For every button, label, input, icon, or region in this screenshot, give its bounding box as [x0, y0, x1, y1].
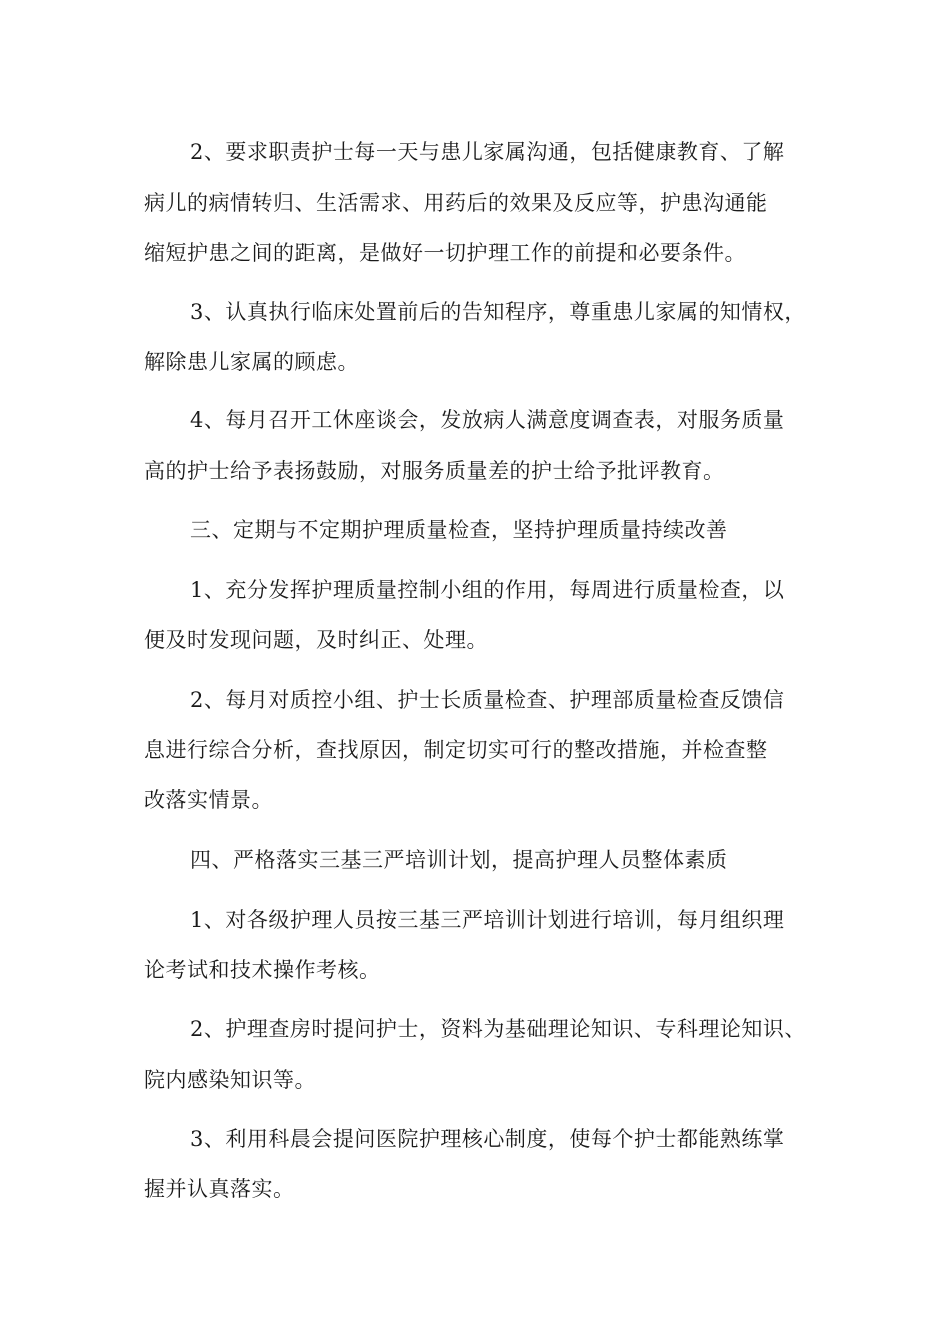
- text-line: 缩短护患之间的距离，是做好一切护理工作的前提和必要条件。: [144, 241, 746, 265]
- text-line: 3、利用科晨会提问医院护理核心制度，使每个护士都能熟练掌: [190, 1127, 785, 1151]
- text-line: 解除患儿家属的顾虑。: [144, 350, 359, 374]
- text-line: 1、充分发挥护理质量控制小组的作用，每周进行质量检查，以: [190, 578, 785, 602]
- text-line: 高的护士给予表扬鼓励，对服务质量差的护士给予批评教育。: [144, 459, 725, 483]
- text-line: 2、护理查房时提问护士，资料为基础理论知识、专科理论知识、: [190, 1017, 806, 1041]
- heading-line: 三、定期与不定期护理质量检查，坚持护理质量持续改善: [190, 518, 728, 542]
- text-line: 息进行综合分析，查找原因，制定切实可行的整改措施，并检查整: [144, 738, 768, 762]
- text-line: 1、对各级护理人员按三基三严培训计划进行培训，每月组织理: [190, 908, 785, 932]
- text-line: 3、认真执行临床处置前后的告知程序，尊重患儿家属的知情权，: [190, 300, 806, 324]
- text-line: 病儿的病情转归、生活需求、用药后的效果及反应等，护患沟通能: [144, 191, 768, 215]
- text-line: 便及时发现问题，及时纠正、处理。: [144, 628, 488, 652]
- text-line: 2、每月对质控小组、护士长质量检查、护理部质量检查反馈信: [190, 688, 785, 712]
- text-line: 改落实情景。: [144, 788, 273, 812]
- text-line: 论考试和技术操作考核。: [144, 958, 381, 982]
- heading-line: 四、严格落实三基三严培训计划，提高护理人员整体素质: [190, 848, 728, 872]
- text-line: 4、每月召开工休座谈会，发放病人满意度调查表，对服务质量: [190, 408, 785, 432]
- text-line: 院内感染知识等。: [144, 1068, 316, 1092]
- text-line: 握并认真落实。: [144, 1177, 295, 1201]
- text-line: 2、要求职责护士每一天与患儿家属沟通，包括健康教育、了解: [190, 140, 785, 164]
